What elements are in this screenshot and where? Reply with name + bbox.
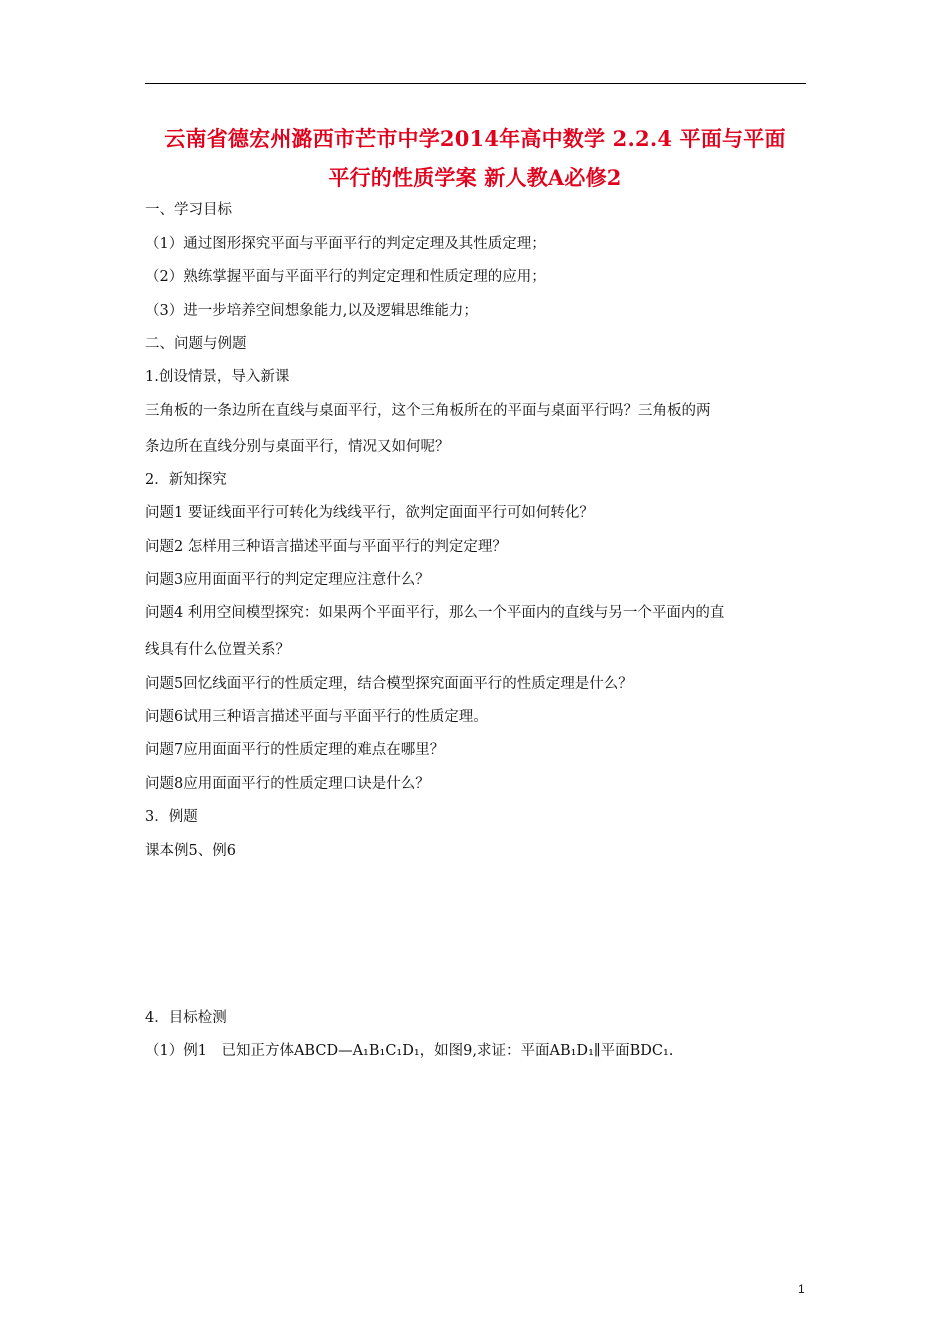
exercise-1: （1）例1 已知正方体ABCD—A₁B₁C₁D₁，如图9,求证：平面AB₁D₁∥平面BDC₁. (145, 1043, 674, 1059)
question-4: 问题4 利用空间模型探究：如果两个平面平行，那么一个平面内的直线与另一个平面内的直 (145, 605, 725, 621)
page-number: 1 (798, 1282, 805, 1296)
question-2: 问题2 怎样用三种语言描述平面与平面平行的判定定理？ (145, 539, 507, 555)
objective-2: （2）熟练掌握平面与平面平行的判定定理和性质定理的应用； (145, 269, 546, 285)
question-3: 问题3应用面面平行的判定定理应注意什么？ (145, 572, 430, 588)
document-title-line-2: 平行的性质学案 新人教A必修2 (328, 165, 622, 190)
subheading-goal-check: 4．目标检测 (145, 1010, 227, 1026)
textbook-examples: 课本例5、例6 (145, 843, 236, 859)
question-5: 问题5回忆线面平行的性质定理，结合模型探究面面平行的性质定理是什么？ (145, 676, 633, 692)
question-6: 问题6试用三种语言描述平面与平面平行的性质定理。 (145, 709, 488, 725)
objective-3: （3）进一步培养空间想象能力,以及逻辑思维能力； (145, 303, 478, 319)
section-heading-objectives: 一、学习目标 (145, 202, 232, 218)
subheading-new-knowledge: 2．新知探究 (145, 472, 227, 488)
question-8: 问题8应用面面平行的性质定理口诀是什么？ (145, 776, 430, 792)
section-heading-questions: 二、问题与例题 (145, 336, 247, 352)
subheading-intro: 1.创设情景，导入新课 (145, 369, 290, 385)
paragraph-line: 三角板的一条边所在直线与桌面平行，这个三角板所在的平面与桌面平行吗？三角板的两 (145, 403, 711, 419)
question-7: 问题7应用面面平行的性质定理的难点在哪里？ (145, 742, 445, 758)
subheading-examples: 3．例题 (145, 809, 198, 825)
question-1: 问题1 要证线面平行可转化为线线平行，欲判定面面平行可如何转化？ (145, 505, 594, 521)
objective-1: （1）通过图形探究平面与平面平行的判定定理及其性质定理； (145, 236, 546, 252)
header-rule (145, 83, 806, 84)
question-4-continued: 线具有什么位置关系？ (145, 642, 290, 658)
document-title-line-1: 云南省德宏州潞西市芒市中学2014年高中数学 2.2.4 平面与平面 (164, 126, 786, 151)
paragraph-line: 条边所在直线分别与桌面平行，情况又如何呢？ (145, 439, 450, 455)
